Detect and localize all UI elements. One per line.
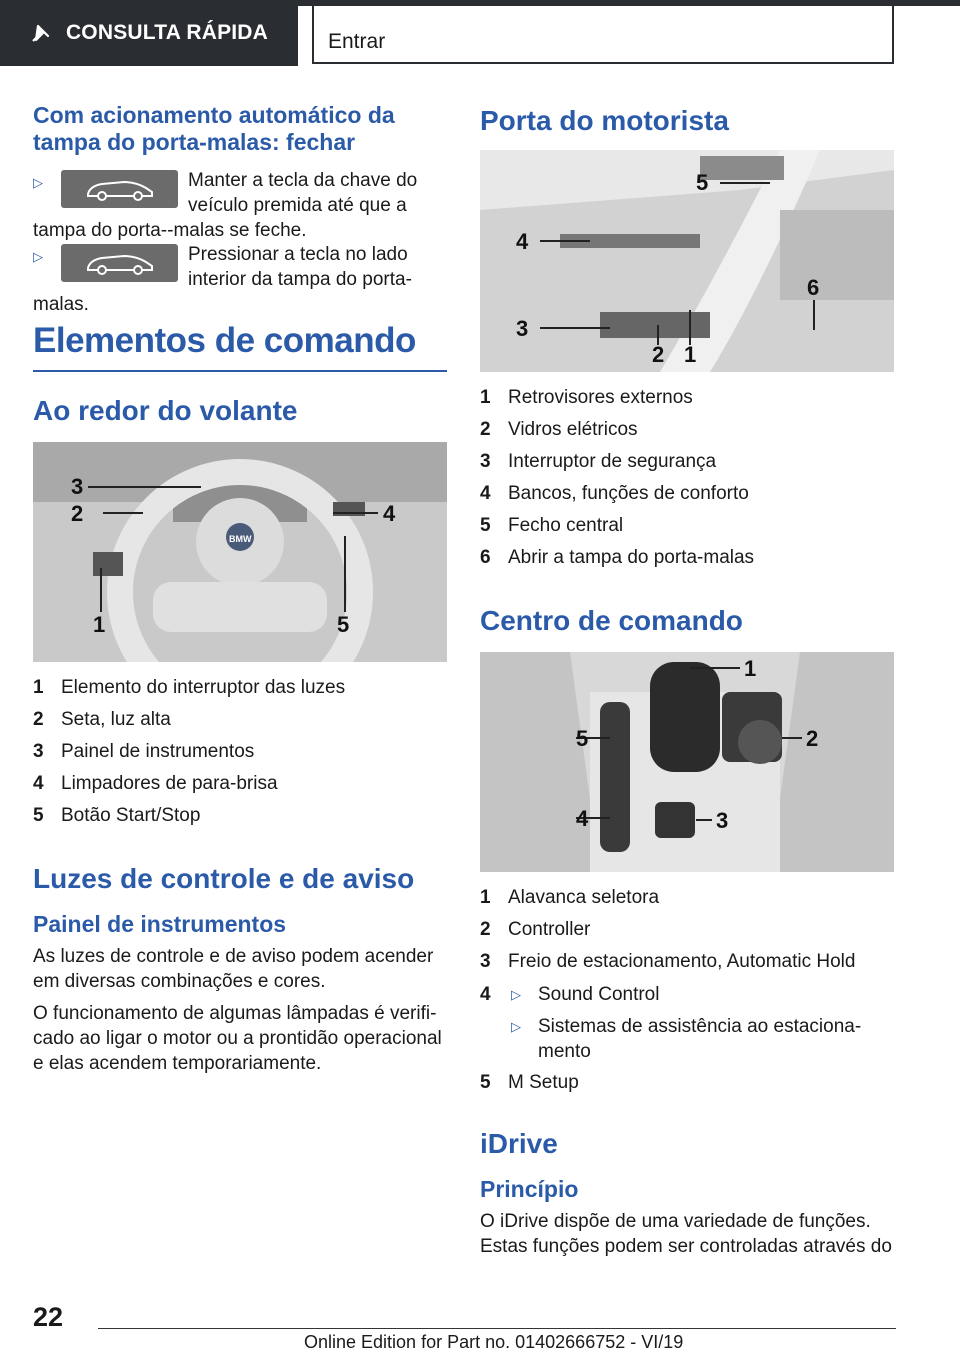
- edition-text: Online Edition for Part no. 01402666752 - VI/19: [304, 1332, 684, 1352]
- list-item: 6 Abrir a tampa do porta-malas: [480, 547, 755, 568]
- car-trunk-icon: [61, 170, 178, 208]
- center-title: Centro de comando: [480, 605, 743, 636]
- callout-2: 2: [71, 501, 84, 526]
- list-item: 4 Bancos, funções de conforto: [480, 483, 749, 504]
- bmw-logo-text: BMW: [229, 534, 252, 544]
- callout-4: 4: [576, 806, 589, 831]
- steering-wheel-photo: [33, 442, 447, 662]
- sub-item: ▷ Sistemas de assistência ao estaciona- mento: [511, 1016, 862, 1062]
- sub-item: ▷ Sound Control: [511, 984, 660, 1005]
- callout-4: 4: [516, 229, 529, 254]
- callout-6: 6: [807, 275, 820, 300]
- triangle-bullet-icon: ▷: [511, 987, 521, 1002]
- list-item: 3 Painel de instrumentos: [33, 741, 255, 762]
- callout-5: 5: [576, 726, 589, 751]
- list-item: 5 Botão Start/Stop: [33, 805, 201, 826]
- trunk-step-1: [33, 168, 447, 241]
- quick-reference-button[interactable]: [0, 0, 298, 66]
- instruments-title: Painel de instrumentos: [33, 911, 287, 937]
- instruments-paragraph-2: O funcionamento de algumas lâmpadas é verifi- cado ao ligar o motor ou a prontidão operacional e elas acendem temporariamente.: [33, 1003, 442, 1074]
- footer-rule: [98, 1328, 896, 1329]
- warnings-title: Luzes de controle e de aviso: [33, 863, 415, 894]
- list-item: 1 Retrovisores externos: [480, 387, 693, 408]
- callout-3: 3: [71, 474, 84, 499]
- triangle-bullet-icon: ▷: [511, 1019, 521, 1034]
- list-item: 2 Seta, luz alta: [33, 709, 171, 730]
- list-item: 2 Vidros elétricos: [480, 419, 638, 440]
- section-title: Elementos de comando: [33, 321, 416, 360]
- triangle-bullet-icon: ▷: [33, 175, 43, 190]
- quick-reference-label: CONSULTA RÁPIDA: [65, 21, 269, 44]
- car-trunk-icon: [61, 244, 178, 282]
- center-list: [480, 882, 894, 1099]
- callout-5: 5: [337, 612, 350, 637]
- list-item: 1 Alavanca seletora: [480, 887, 660, 908]
- list-item: 5 Fecho central: [480, 515, 624, 536]
- list-item: 2 Controller: [480, 919, 591, 940]
- pin-arrow-icon: [30, 22, 52, 44]
- trunk-step-2-text: Pressionar a tecla no lado interior da tampa do porta-malas.: [33, 244, 412, 315]
- callout-2: 2: [652, 342, 665, 367]
- center-console-photo: [480, 652, 894, 872]
- principle-title: Princípio: [480, 1176, 579, 1202]
- callout-1: 1: [93, 612, 106, 637]
- footer: [0, 1300, 960, 1362]
- door-list: [480, 382, 894, 574]
- tab-entrar[interactable]: [312, 0, 894, 64]
- section-rule: [33, 370, 447, 372]
- list-item: 3 Interruptor de segurança: [480, 451, 717, 472]
- left-column: [33, 96, 447, 1076]
- trunk-heading: Com acionamento automático da tampa do porta-malas: fechar: [33, 102, 395, 155]
- idrive-title: iDrive: [480, 1128, 558, 1159]
- list-item: 4 Limpadores de para-brisa: [33, 773, 278, 794]
- instruments-paragraph-1: As luzes de controle e de aviso podem acender em diversas combinações e cores.: [33, 946, 434, 992]
- callout-3: 3: [716, 808, 729, 833]
- tab-entrar-label: Entrar: [328, 30, 386, 53]
- list-item: 4 ▷ Sound Control ▷ Sistemas de assistência ao estaciona- mento: [480, 978, 894, 1067]
- page-number: 22: [33, 1302, 64, 1332]
- triangle-bullet-icon: ▷: [33, 249, 43, 264]
- callout-2: 2: [806, 726, 819, 751]
- list-item: 3 Freio de estacionamento, Automatic Hold: [480, 951, 856, 972]
- principle-text: O iDrive dispõe de uma variedade de funções. Estas funções podem ser controladas através do: [480, 1211, 892, 1257]
- right-column: [480, 96, 894, 1259]
- trunk-step-1-text: Manter a tecla da chave do veículo premida até que a tampa do porta--malas se feche.: [33, 170, 418, 241]
- list-item: 1 Elemento do interruptor das luzes: [33, 677, 346, 698]
- callout-5: 5: [696, 170, 709, 195]
- trunk-step-2: [33, 242, 447, 315]
- top-bar: [0, 0, 960, 66]
- steering-list: [33, 672, 447, 832]
- callout-1: 1: [684, 342, 697, 367]
- steering-title: Ao redor do volante: [33, 395, 298, 426]
- list-item: 5 M Setup: [480, 1072, 579, 1093]
- door-title: Porta do motorista: [480, 105, 729, 136]
- callout-1: 1: [744, 656, 757, 681]
- callout-3: 3: [516, 316, 529, 341]
- callout-4: 4: [383, 501, 396, 526]
- driver-door-photo: [480, 150, 894, 372]
